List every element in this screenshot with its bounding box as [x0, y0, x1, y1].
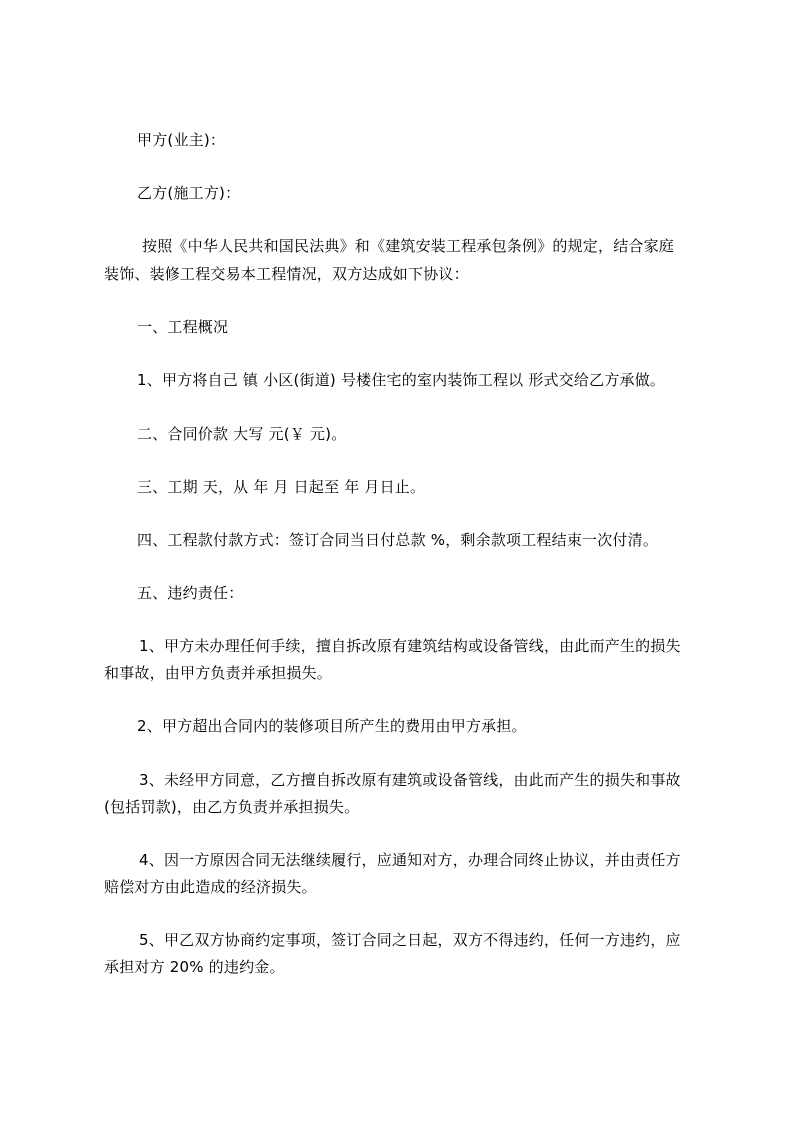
section-1-heading: 一、工程概况 — [137, 318, 229, 336]
section-5-heading: 五、违约责任： — [137, 584, 244, 602]
section-2-contract-price: 二、合同价款 大写 元(￥ 元)。 — [137, 425, 347, 443]
clause-5-line-2: 承担对方 20% 的违约金。 — [104, 958, 285, 976]
party-b-line: 乙方(施工方)： — [137, 184, 241, 202]
section-4-payment: 四、工程款付款方式：签订合同当日付总款 %，剩余款项工程结束一次付清。 — [137, 531, 659, 549]
party-a-line: 甲方(业主)： — [137, 131, 226, 149]
clause-3-line-2: (包括罚款)，由乙方负责并承担损失。 — [104, 798, 360, 816]
preamble-line-2: 装饰、装修工程交易本工程情况，双方达成如下协议： — [104, 265, 469, 283]
section-3-duration: 三、工期 天，从 年 月 日起至 年 月日止。 — [137, 478, 426, 496]
clause-4-line-2: 赔偿对方由此造成的经济损失。 — [104, 878, 317, 896]
section-1-item-1: 1、甲方将自己 镇 小区(街道) 号楼住宅的室内装饰工程以 形式交给乙方承做。 — [137, 371, 666, 389]
clause-3-line-1: 3、未经甲方同意，乙方擅自拆改原有建筑或设备管线，由此而产生的损失和事故 — [139, 771, 681, 789]
clause-2: 2、甲方超出合同内的装修项目所产生的费用由甲方承担。 — [137, 717, 527, 735]
clause-4-line-1: 4、因一方原因合同无法继续履行，应通知对方，办理合同终止协议，并由责任方 — [139, 851, 681, 869]
clause-1-line-1: 1、甲方未办理任何手续，擅自拆改原有建筑结构或设备管线，由此而产生的损失 — [139, 637, 681, 655]
clause-1-line-2: 和事故，由甲方负责并承担损失。 — [104, 664, 333, 682]
preamble-line-1: 按照《中华人民共和国民法典》和《建筑安装工程承包条例》的规定，结合家庭 — [142, 237, 675, 255]
clause-5-line-1: 5、甲乙双方协商约定事项，签订合同之日起，双方不得违约，任何一方违约，应 — [139, 931, 681, 949]
